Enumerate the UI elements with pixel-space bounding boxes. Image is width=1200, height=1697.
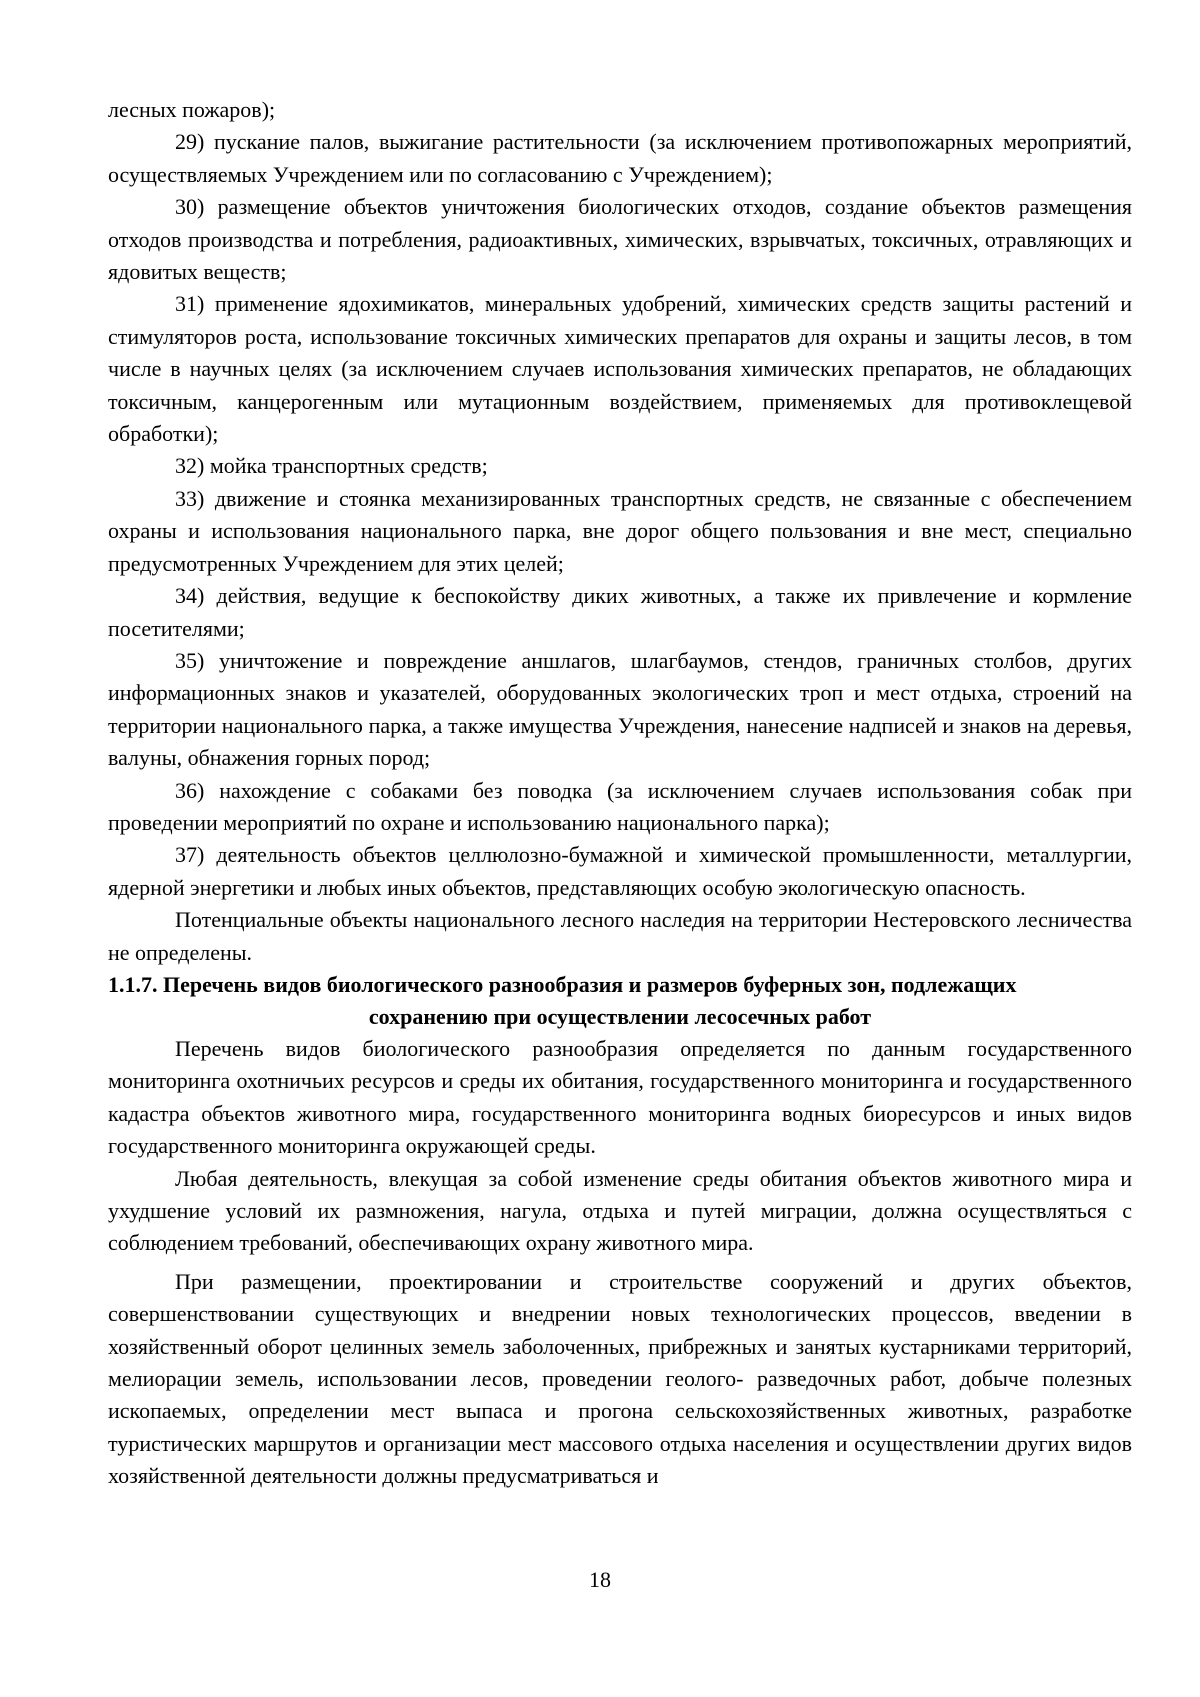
paragraph-construction-measures: При размещении, проектировании и строительстве сооружений и других объектов, совершенствовании существующих и внедрении новых технологических процессов, введении в хозяйственный оборот целинных земель заболоченных, прибрежных и занятых кустарниками территорий, мелиорации земель, использовании лесов, проведении геолого- разведочных работ, добыче полезных ископаемых, определении мест выпаса и прогона сельскохозяйственных животных, разработке туристических маршрутов и организации мест массового отдыха населения и осуществлении других видов хозяйственной деятельности должны предусматриваться и — [108, 1268, 1132, 1489]
paragraph-item-36: 36) нахождение с собаками без поводка (за исключением случаев использования собак при проведении мероприятий по охране и использованию национального парка); — [108, 777, 1132, 835]
paragraph-item-34: 34) действия, ведущие к беспокойству диких животных, а также их привлечение и кормление посетителями; — [108, 583, 1132, 641]
paragraph-item-35: 35) уничтожение и повреждение аншлагов, шлагбаумов, стендов, граничных столбов, других информационных знаков и указателей, оборудованных экологических троп и мест отдыха, строений на территории национального парка, а также имущества Учреждения, нанесение надписей и знаков на деревья, валуны, обнажения горных пород; — [108, 647, 1132, 771]
paragraph-item-33: 33) движение и стоянка механизированных транспортных средств, не связанные с обеспечением охраны и использования национального парка, вне дорог общего пользования и вне мест, специально предусмотренных Учреждением для этих целей; — [108, 485, 1132, 576]
paragraph-biodiversity-list: Перечень видов биологического разнообразия определяется по данным государственного мониторинга охотничьих ресурсов и среды их обитания, государственного мониторинга и государственного кадастра объектов животного мира, государственного мониторинга водных биоресурсов и иных видов государственного мониторинга окружающей среды. — [108, 1035, 1132, 1159]
paragraph-item-32: 32) мойка транспортных средств; — [175, 453, 488, 479]
section-heading-line-1: 1.1.7. Перечень видов биологического разнообразия и размеров буферных зон, подлежащих — [108, 971, 1017, 997]
paragraph-continuation: лесных пожаров); — [108, 97, 276, 122]
section-heading — [108, 969, 1132, 1033]
paragraph-habitat-activity: Любая деятельность, влекущая за собой изменение среды обитания объектов животного мира и ухудшение условий их размножения, нагула, отдыха и путей миграции, должна осуществляться с соблюдением требований, обеспечивающих охрану животного мира. — [108, 1165, 1132, 1256]
paragraph-item-31: 31) применение ядохимикатов, минеральных удобрений, химических средств защиты растений и стимуляторов роста, использование токсичных химических препаратов для охраны и защиты лесов, в том числе в научных целях (за исключением случаев использования химических препаратов, не обладающих токсичным, канцерогенным или мутационным воздействием, применяемых для противоклещевой обработки); — [108, 291, 1132, 447]
paragraph-item-29: 29) пускание палов, выжигание растительности (за исключением противопожарных мероприятий, осуществляемых Учреждением или по согласованию с Учреждением); — [108, 129, 1132, 187]
section-heading-line-2: сохранению при осуществлении лесосечных работ — [368, 1003, 872, 1029]
paragraph-item-30: 30) размещение объектов уничтожения биологических отходов, создание объектов размещения отходов производства и потребления, радиоактивных, химических, взрывчатых, токсичных, отравляющих и ядовитых веществ; — [108, 194, 1132, 285]
page-number: 18 — [589, 1567, 611, 1592]
document-body — [108, 94, 1132, 1493]
paragraph-heritage-objects: Потенциальные объекты национального лесного наследия на территории Нестеровского лесничества не определены. — [108, 907, 1132, 965]
paragraph-item-37: 37) деятельность объектов целлюлозно-бумажной и химической промышленности, металлургии, ядерной энергетики и любых иных объектов, представляющих особую экологическую опасность. — [108, 842, 1132, 900]
